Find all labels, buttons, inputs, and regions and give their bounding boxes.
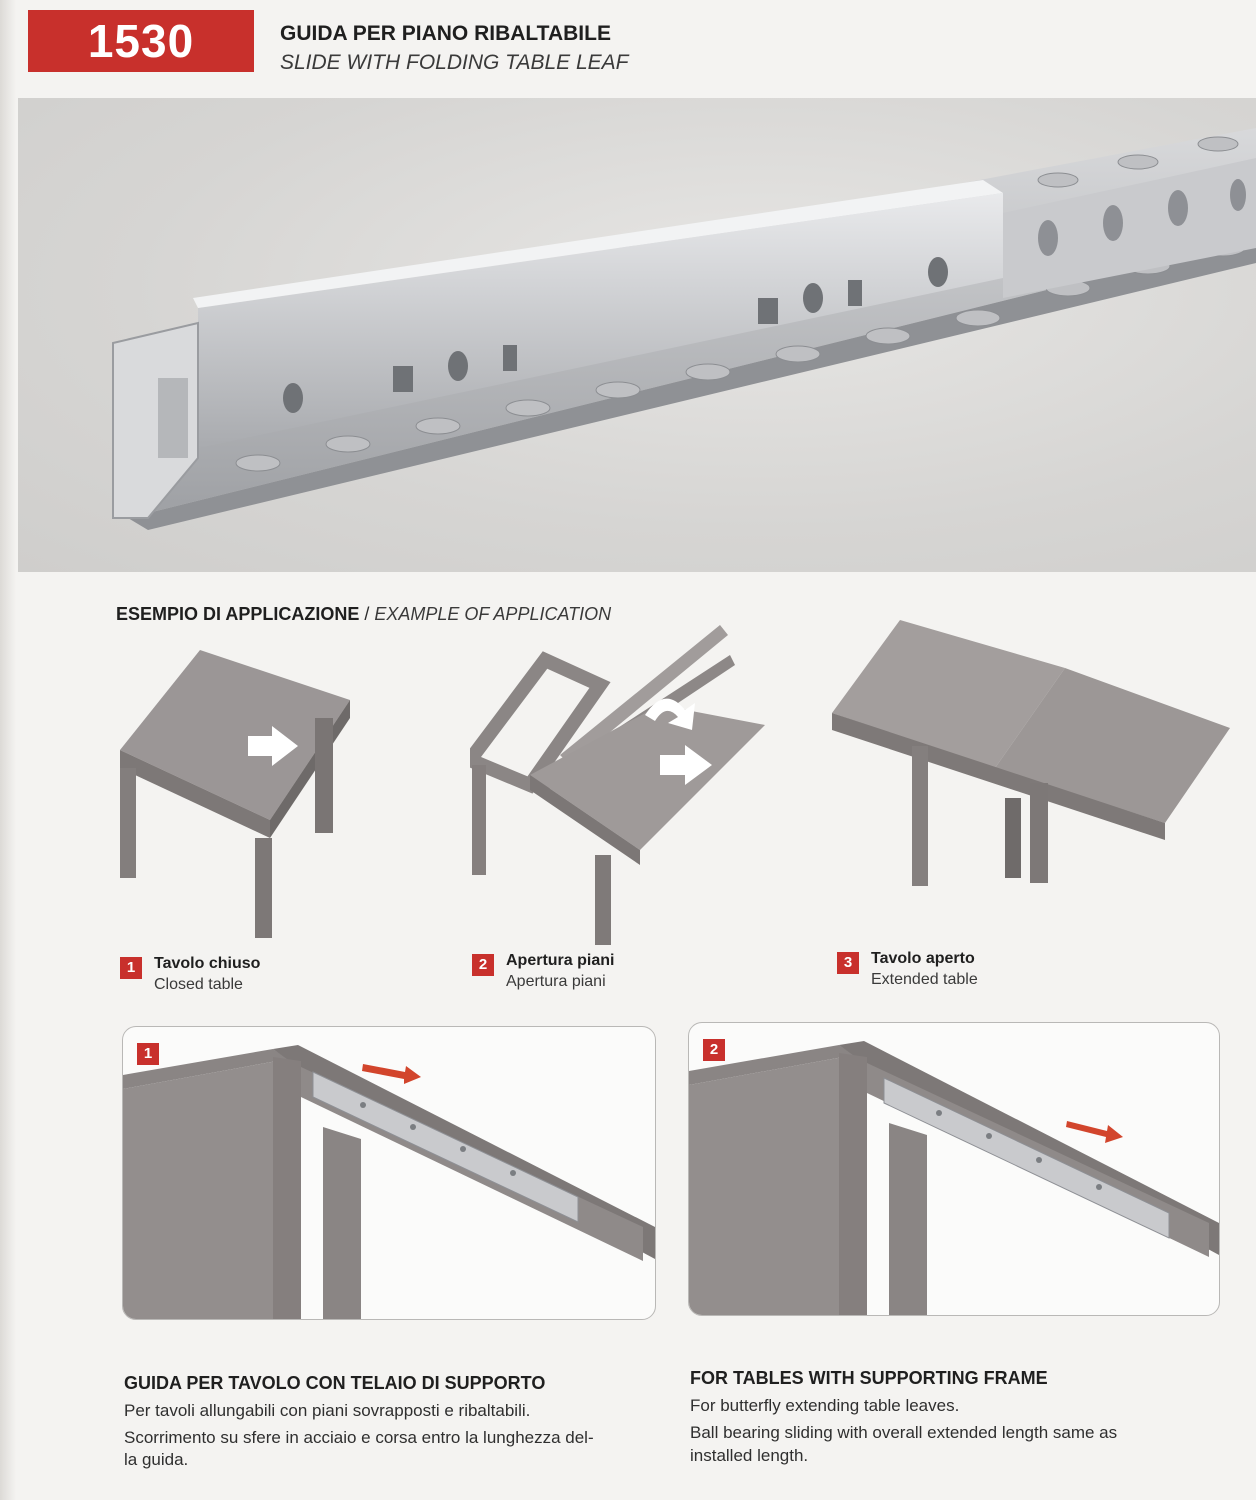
product-photo — [18, 98, 1256, 572]
section-paragraph-english-1: For butterfly extending table leaves. — [690, 1396, 960, 1415]
page-spine — [0, 0, 16, 1500]
example-heading — [116, 604, 611, 625]
arrow-right-icon — [1066, 1121, 1123, 1143]
section-heading-english: FOR TABLES WITH SUPPORTING FRAME — [690, 1368, 1048, 1388]
step-1-number: 1 — [120, 957, 142, 979]
section-paragraph-italian-2a: Scorrimento su sfere in acciaio e corsa entro la lunghezza del- — [124, 1428, 594, 1447]
step-2-label-english: Apertura piani — [506, 973, 606, 990]
section-paragraph-italian-1: Per tavoli allungabili con piani sovrapposti e ribaltabili. — [124, 1401, 531, 1420]
opening-table-figure — [470, 625, 770, 945]
section-paragraph-english-2a: Ball bearing sliding with overall extended length same as — [690, 1423, 1118, 1442]
section-paragraph-english-2b: installed length. — [690, 1446, 809, 1465]
step-3 — [837, 950, 978, 989]
extended-table-figure — [830, 618, 1230, 888]
panel-2-number: 2 — [703, 1039, 725, 1061]
step-2 — [472, 952, 614, 991]
product-code-badge: 1530 — [28, 10, 254, 72]
table-frame — [123, 1059, 288, 1319]
table-frame — [689, 1055, 854, 1315]
step-2-label-italian: Apertura piani — [506, 952, 615, 969]
step-3-number: 3 — [837, 952, 859, 974]
page-title-english: SLIDE WITH FOLDING TABLE LEAF — [280, 51, 629, 74]
closed-table-figure — [110, 640, 360, 940]
step-3-label-english: Extended table — [871, 971, 978, 988]
section-paragraph-italian-2b: la guida. — [124, 1450, 189, 1469]
detail-panel-1 — [122, 1026, 656, 1320]
detail-panel-2 — [688, 1022, 1220, 1316]
page-title-italian: GUIDA PER PIANO RIBALTABILE — [280, 22, 611, 45]
panel-1-number: 1 — [137, 1043, 159, 1065]
step-1 — [120, 955, 260, 994]
example-heading-english: EXAMPLE OF APPLICATION — [374, 604, 612, 624]
section-heading-italian: GUIDA PER TAVOLO CON TELAIO DI SUPPORTO — [124, 1373, 546, 1393]
example-heading-italian: ESEMPIO DI APPLICAZIONE — [116, 604, 360, 624]
step-1-label-italian: Tavolo chiuso — [154, 955, 261, 972]
example-heading-separator: / — [359, 604, 375, 624]
step-2-number: 2 — [472, 954, 494, 976]
arrow-right-icon — [362, 1064, 421, 1084]
step-1-label-english: Closed table — [154, 976, 243, 993]
step-3-label-italian: Tavolo aperto — [871, 950, 975, 967]
